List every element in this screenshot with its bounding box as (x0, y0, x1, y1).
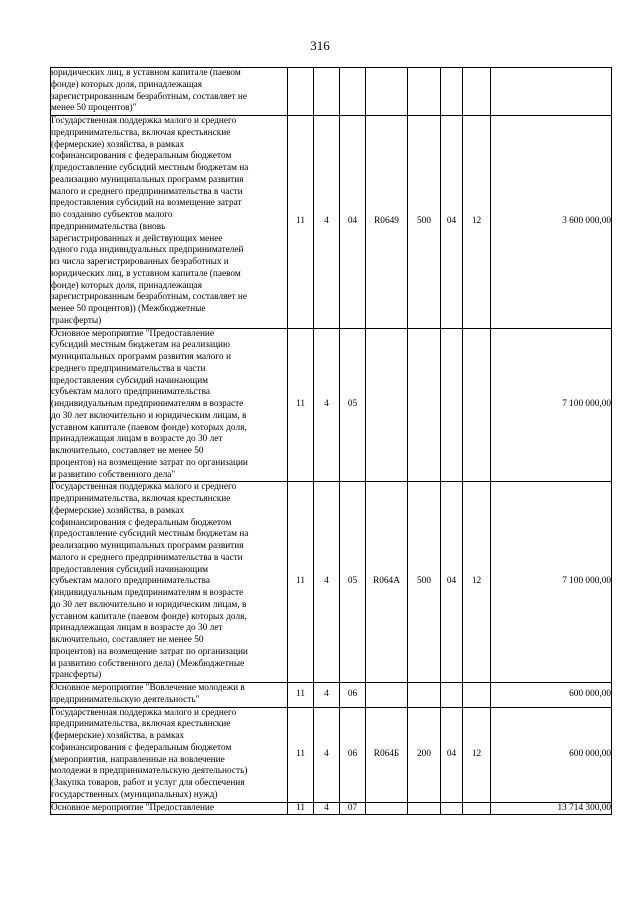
event-code-cell: 06 (340, 683, 366, 708)
description-line: по созданию субъектов малого (51, 210, 173, 220)
description-line: государственных (муниципальных) нужд) (51, 789, 218, 800)
description-line: субъектам малого предпринимательства (51, 387, 210, 398)
description-line: (Закупка товаров, работ и услуг для обеспечения (51, 778, 245, 788)
description-line: и развитию собственного дела" (51, 469, 176, 480)
expense-type-cell (408, 683, 441, 708)
subprogram-code-cell: 4 (314, 328, 340, 482)
description-cell (51, 707, 288, 802)
subprogram-code-cell: 4 (314, 707, 340, 802)
description-line: Государственная поддержка малого и среднего (51, 116, 237, 126)
program-code-cell: 11 (288, 116, 314, 329)
expense-type-cell: 500 (408, 116, 441, 329)
subsection-cell (463, 328, 491, 482)
description-line: трансферты) (51, 670, 102, 681)
description-line: субсидий местным бюджетам на реализацию (51, 340, 230, 351)
subsection-cell (463, 683, 491, 708)
description-line: принадлежащая лицам в возрасте до 30 лет (51, 623, 223, 634)
subprogram-code-cell (314, 68, 340, 116)
description-line: субъектам малого предпринимательства (51, 576, 210, 587)
description-line: зарегистрированным безработным, составляет не (51, 91, 247, 102)
description-line: софинансирования с федеральным бюджетом (51, 742, 232, 753)
description-line: среднего предпринимательства в части (51, 363, 206, 374)
section-cell (441, 68, 463, 116)
description-line: юридических лиц, в уставном капитале (паевом (51, 68, 241, 78)
description-line: софинансирования с федеральным бюджетом (51, 151, 232, 162)
description-line: предоставления субсидий на возмещение затрат (51, 198, 242, 209)
description-line: предпринимательскую деятельность" (51, 694, 200, 705)
description-line: софинансирования с федеральным бюджетом (51, 517, 232, 528)
budget-table (50, 67, 612, 815)
description-line: принадлежащая лицам в возрасте до 30 лет (51, 434, 223, 445)
description-cell (51, 68, 288, 116)
amount-cell: 7 100 000,00 (491, 328, 612, 482)
section-cell: 04 (441, 116, 463, 329)
section-cell (441, 328, 463, 482)
program-code-cell (288, 68, 314, 116)
description-line: до 30 лет включительно и юридическим лицам, в (51, 410, 247, 421)
description-cell (51, 328, 288, 482)
description-line: (мероприятия, направленные на вовлечение (51, 754, 225, 765)
program-code-cell: 11 (288, 683, 314, 708)
description-line: малого и среднего предпринимательства в части (51, 186, 243, 197)
description-line: предоставления субсидий начинающим (51, 375, 209, 386)
description-line: Государственная поддержка малого и среднего (51, 482, 237, 493)
description-line: предпринимательства, включая крестьянские (51, 719, 231, 730)
event-code-cell: 07 (340, 802, 366, 815)
page-number: 316 (310, 38, 330, 53)
program-code-cell: 11 (288, 802, 314, 815)
description-line: Государственная поддержка малого и среднего (51, 707, 237, 718)
description-line: предпринимательства, включая крестьянские (51, 494, 231, 504)
description-cell (51, 116, 288, 329)
description-line: (предоставление субсидий местным бюджетам на (51, 529, 249, 540)
description-line: реализацию муниципальных программ развития (51, 174, 244, 185)
description-line: молодежи в предпринимательскую деятельность) (51, 766, 248, 777)
description-line: Основное мероприятие "Вовлечение молодежи в (51, 683, 245, 693)
subprogram-code-cell: 4 (314, 116, 340, 329)
program-code-cell: 11 (288, 707, 314, 802)
amount-cell: 600 000,00 (491, 683, 612, 708)
description-line: Основное мероприятие "Предоставление (51, 328, 215, 339)
description-line: уставном капитале (паевом фонде) которых доля, (51, 611, 247, 622)
subsection-cell: 12 (463, 707, 491, 802)
description-line: одного года индивидуальных предпринимателей (51, 245, 244, 256)
expense-type-cell: 500 (408, 482, 441, 683)
description-line: предпринимательства (вновь (51, 221, 166, 232)
program-code-cell: 11 (288, 482, 314, 683)
section-cell: 04 (441, 482, 463, 683)
amount-cell: 7 100 000,00 (491, 482, 612, 683)
table-row (51, 683, 612, 708)
event-code-cell (340, 68, 366, 116)
subprogram-code-cell: 4 (314, 683, 340, 708)
description-line: муниципальных программ развития малого и (51, 352, 231, 362)
description-line: (фермерские) хозяйства, в рамках (51, 139, 185, 150)
table-body (51, 68, 612, 815)
subsection-cell (463, 68, 491, 116)
section-cell: 04 (441, 707, 463, 802)
description-line: зарегистрированных и действующих менее (51, 233, 223, 244)
event-code-cell: 05 (340, 482, 366, 683)
description-line: включительно, составляет не менее 50 (51, 446, 204, 456)
program-code-cell: 11 (288, 328, 314, 482)
description-line: трансферты) (51, 315, 102, 326)
target-article-cell (366, 68, 408, 116)
subsection-cell: 12 (463, 482, 491, 683)
description-line: юридических лиц, в уставном капитале (паевом (51, 268, 241, 279)
expense-type-cell (408, 328, 441, 482)
description-line: предоставления субсидий начинающим (51, 564, 209, 575)
amount-cell: 600 000,00 (491, 707, 612, 802)
target-article-cell: R064Б (366, 707, 408, 802)
description-line: и развитию собственного дела) (Межбюджетные (51, 658, 245, 669)
event-code-cell: 06 (340, 707, 366, 802)
description-line: до 30 лет включительно и юридическим лицам, в (51, 599, 247, 610)
description-line: (фермерские) хозяйства, в рамках (51, 505, 185, 516)
event-code-cell: 04 (340, 116, 366, 329)
table-row (51, 707, 612, 802)
description-cell (51, 482, 288, 683)
target-article-cell (366, 802, 408, 815)
description-line: включительно, составляет не менее 50 (51, 635, 204, 645)
subprogram-code-cell: 4 (314, 802, 340, 815)
target-article-cell: R064A (366, 482, 408, 683)
subsection-cell (463, 802, 491, 815)
subsection-cell: 12 (463, 116, 491, 329)
description-cell (51, 802, 288, 815)
target-article-cell (366, 328, 408, 482)
description-line: из числа зарегистрированных безработных и (51, 257, 229, 267)
section-cell (441, 802, 463, 815)
description-line: фонде) которых доля, принадлежащая (51, 280, 203, 291)
section-cell (441, 683, 463, 708)
description-line: (индивидуальным предпринимателям в возрасте (51, 399, 244, 409)
description-line: предпринимательства, включая крестьянские (51, 127, 231, 138)
description-line: процентов) на возмещение затрат по организации (51, 457, 248, 468)
description-line: (фермерские) хозяйства, в рамках (51, 731, 185, 741)
target-article-cell (366, 683, 408, 708)
amount-cell (491, 68, 612, 116)
amount-cell: 3 600 000,00 (491, 116, 612, 329)
table-row (51, 802, 612, 815)
amount-cell: 13 714 300,00 (491, 802, 612, 815)
description-line: (индивидуальным предпринимателям в возрасте (51, 588, 244, 598)
description-line: зарегистрированным безработным, составляет не (51, 292, 247, 303)
expense-type-cell (408, 68, 441, 116)
description-line: фонде) которых доля, принадлежащая (51, 79, 203, 90)
description-line: процентов) на возмещение затрат по организации (51, 646, 248, 657)
description-line: реализацию муниципальных программ развития (51, 541, 244, 551)
description-line: менее 50 процентов)" (51, 103, 137, 114)
table-row (51, 482, 612, 683)
expense-type-cell (408, 802, 441, 815)
table-row (51, 328, 612, 482)
target-article-cell: R0649 (366, 116, 408, 329)
description-line: уставном капитале (паевом фонде) которых доля, (51, 422, 247, 433)
description-line: (предоставление субсидий местным бюджетам на (51, 163, 249, 173)
description-cell (51, 683, 288, 708)
table-row (51, 68, 612, 116)
event-code-cell: 05 (340, 328, 366, 482)
description-line: менее 50 процентов)) (Межбюджетные (51, 304, 206, 314)
description-line: Основное мероприятие "Предоставление (51, 802, 215, 813)
table-row (51, 116, 612, 329)
description-line: малого и среднего предпринимательства в части (51, 552, 243, 563)
subprogram-code-cell: 4 (314, 482, 340, 683)
expense-type-cell: 200 (408, 707, 441, 802)
